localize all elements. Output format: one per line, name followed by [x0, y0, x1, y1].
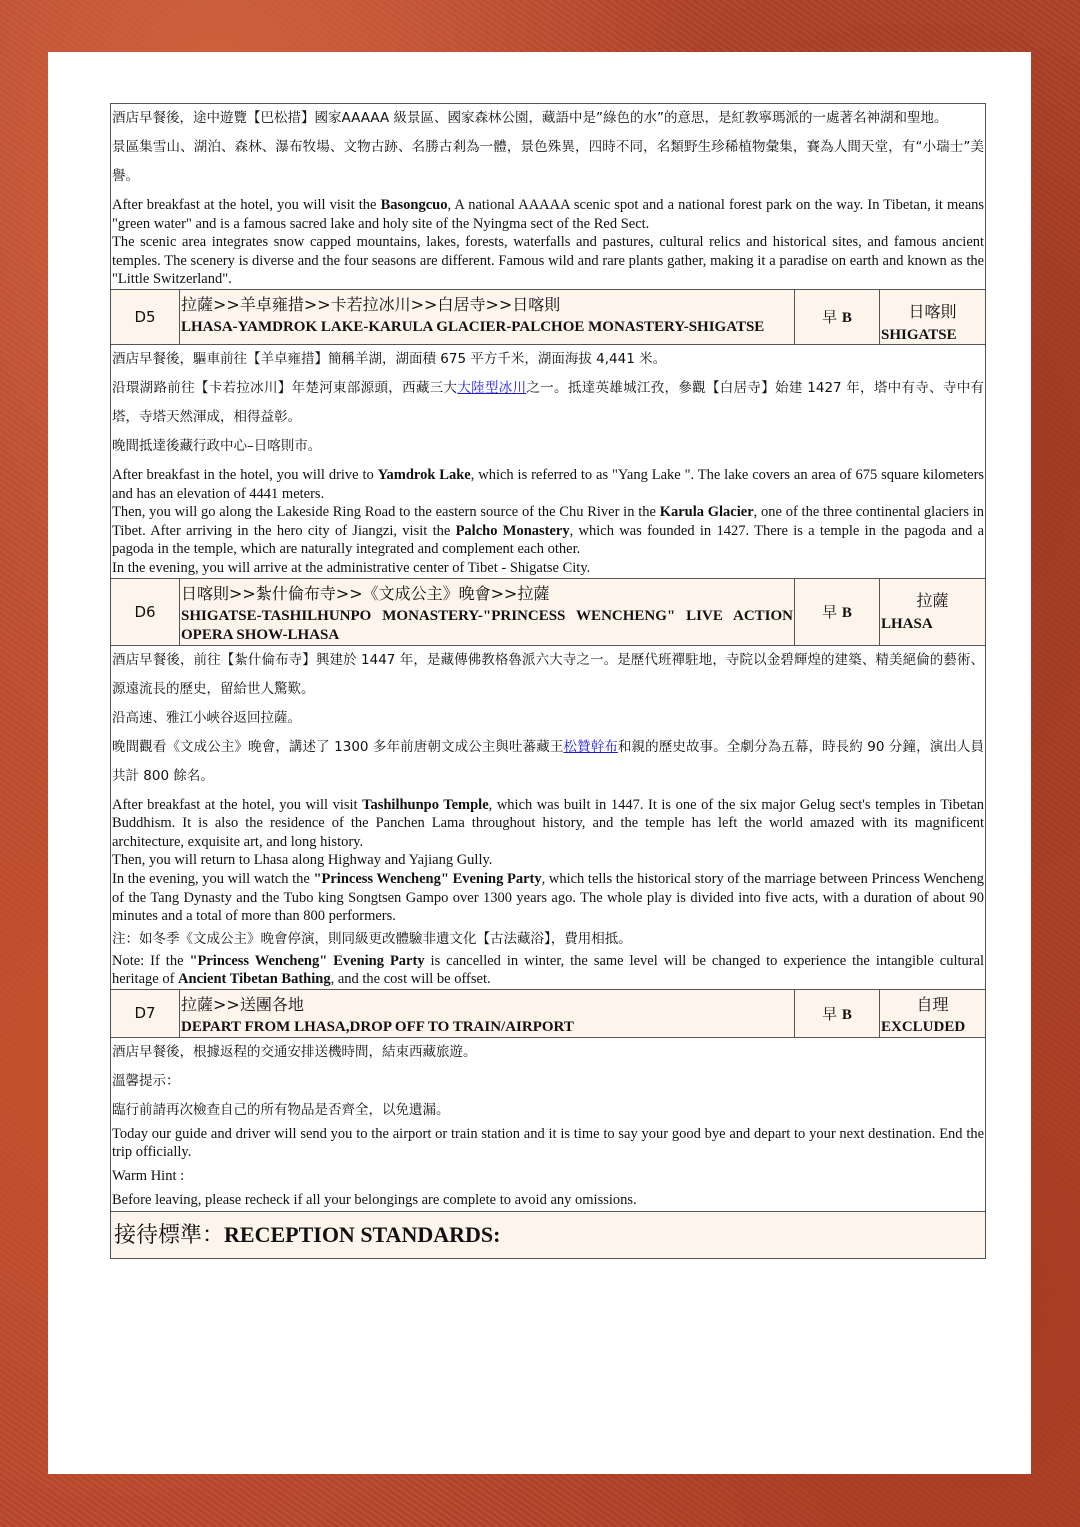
d5-cn-2: 沿環湖路前往【卡若拉冰川】年楚河東部源頭，西藏三大大陸型冰川之一。抵達英雄城江孜，參觀【白居寺】始建 1427 年，塔中有寺、寺中有塔，寺塔天然渾成，相得益彰。	[112, 379, 985, 425]
route-cell	[180, 578, 795, 645]
d7-cn-3: 臨行前請再次檢查自己的所有物品是否齊全，以免遺漏。	[112, 1101, 450, 1118]
route-cn: 拉薩>>羊卓雍措>>卡若拉冰川>>白居寺>>日喀則	[181, 294, 561, 314]
route-cell	[180, 289, 795, 344]
d7-cn-2: 溫馨提示：	[112, 1072, 180, 1089]
meal-cell: 早 B	[795, 578, 880, 645]
day-header-d5	[111, 289, 986, 344]
intro-cn-1: 酒店早餐後，途中遊覽【巴松措】國家AAAAA 級景區、國家森林公園，藏語中是”綠色的水”的意思，是紅教寧瑪派的一處著名神湖和聖地。	[112, 110, 948, 126]
intro-description	[111, 104, 986, 290]
intro-en-1: After breakfast at the hotel, you will visit the Basongcuo, A national AAAAA scenic spot and a national forest park on the way. In Tibetan, it means "green water" and is a famous sacred lake and holy site of the Nyingma sect of the Red Sect.	[112, 197, 985, 232]
day-description-row	[111, 1037, 986, 1211]
d7-en-2: Warm Hint :	[112, 1168, 185, 1185]
d6-note-en: Note: If the "Princess Wencheng" Evening Party is cancelled in winter, the same level will be changed to experience the intangible cultural heritage of Ancient Tibetan Bathing, and the cost will be offset.	[112, 952, 985, 988]
d6-en-3: In the evening, you will watch the "Princess Wencheng" Evening Party, which tells the historical story of the marriage between Princess Wencheng of the Tang Dynasty and the Tubo king Songtsen Gampo over 1300 years ago. The whole play is divided into five acts, with a duration of about 90 minutes and a total of more than 800 performers.	[112, 870, 985, 925]
hotel-en: EXCLUDED	[881, 1018, 966, 1035]
hotel-en: SHIGATSE	[881, 326, 957, 343]
hotel-cell	[880, 989, 986, 1037]
hotel-cn: 日喀則	[908, 301, 957, 321]
d5-cn-3: 晚間抵達後藏行政中心–日喀則市。	[112, 437, 322, 454]
d7-en-3: Before leaving, please recheck if all your belongings are complete to avoid any omissions.	[112, 1191, 637, 1208]
d7-cn-1: 酒店早餐後，根據返程的交通安排送機時間，結束西藏旅遊。	[112, 1043, 477, 1060]
day-description-row	[111, 104, 986, 290]
d5-cn-1: 酒店早餐後，驅車前往【羊卓雍措】簡稱羊湖，湖面積 675 平方千米，湖面海拔 4,441 米。	[112, 350, 667, 367]
route-en: DEPART FROM LHASA,DROP OFF TO TRAIN/AIRPORT	[181, 1018, 574, 1035]
d6-note-cn: 注：如冬季《文成公主》晚會停演，則同級更改體驗非遺文化【古法藏浴】，費用相抵。	[112, 930, 632, 947]
reception-row	[111, 1212, 986, 1259]
reception-title-en: RECEPTION STANDARDS:	[224, 1222, 501, 1248]
d7-en-1: Today our guide and driver will send you to the airport or train station and it is time to say your good bye and depart to your next destination. End the trip officially.	[112, 1125, 985, 1161]
day-label: D6	[111, 578, 180, 645]
route-cn: 日喀則>>紮什倫布寺>>《文成公主》晚會>>拉薩	[181, 583, 550, 603]
hotel-cell	[880, 289, 986, 344]
reception-heading	[111, 1212, 986, 1259]
intro-en-2: The scenic area integrates snow capped mountains, lakes, forests, waterfalls and pastures, cultural relics and historical sites, and famous ancient temples. The scenery is diverse and the four seasons are different. Famous wild and rare plants gather, making it a paradise on earth and known as the "Little Switzerland".	[112, 234, 985, 288]
reception-title-cn: 接待標準：	[114, 1223, 225, 1249]
d5-en-1: After breakfast in the hotel, you will drive to Yamdrok Lake, which is referred to as "Yang Lake ". The lake covers an area of 675 square kilometers and has an elevation of 4441 meters.	[112, 466, 985, 502]
d7-description	[111, 1037, 986, 1211]
d5-description	[111, 344, 986, 578]
d5-en-3: In the evening, you will arrive at the administrative center of Tibet - Shigatse City.	[112, 559, 591, 576]
d6-cn-3: 晚間觀看《文成公主》晚會，講述了 1300 多年前唐朝文成公主與吐蕃藏王松贊幹布和親的歷史故事。全劇分為五幕，時長約 90 分鐘，演出人員共計 800 餘名。	[112, 738, 985, 784]
route-cn: 拉薩>>送團各地	[181, 994, 304, 1014]
d6-cn-1: 酒店早餐後，前往【紮什倫布寺】興建於 1447 年，是藏傳佛教格魯派六大寺之一。是歷代班禪駐地，寺院以金碧輝煌的建築、精美絕倫的藝術、源遠流長的歷史，留給世人驚歎。	[112, 651, 985, 697]
route-cell	[180, 989, 795, 1037]
hotel-cell	[880, 578, 986, 645]
d6-description	[111, 645, 986, 989]
day-header-d6	[111, 578, 986, 645]
day-header-d7	[111, 989, 986, 1037]
songtsen-gampo-link[interactable]: 松贊幹布	[563, 738, 618, 755]
hotel-cn: 拉薩	[916, 590, 949, 610]
d6-en-2: Then, you will return to Lhasa along Highway and Yajiang Gully.	[112, 852, 493, 869]
day-description-row	[111, 344, 986, 578]
intro-cn-2: 景區集雪山、湖泊、森林、瀑布牧場、文物古跡、名勝古剎為一體，景色殊異，四時不同，名類野生珍稀植物彙集，賽為人間天堂，有“小瑞士”美譽。	[112, 139, 985, 184]
route-en: SHIGATSE-TASHILHUNPO MONASTERY-"PRINCESS WENCHENG" LIVE ACTION OPERA SHOW-LHASA	[181, 607, 793, 643]
hotel-cn: 自理	[916, 994, 949, 1014]
meal-cell: 早 B	[795, 989, 880, 1037]
day-label: D7	[111, 989, 180, 1037]
itinerary-table	[110, 103, 986, 1259]
day-label: D5	[111, 289, 180, 344]
meal-cell: 早 B	[795, 289, 880, 344]
day-description-row	[111, 645, 986, 989]
continental-glacier-link[interactable]: 大陸型冰川	[457, 379, 527, 396]
d5-en-2: Then, you will go along the Lakeside Ring Road to the eastern source of the Chu River in the Karula Glacier, one of the three continental glaciers in Tibet. After arriving in the hero city of Jiangzi, visit the Palcho Monastery, which was founded in 1427. There is a temple in the pagoda and a pagoda in the temple, which are naturally integrated and complement each other.	[112, 504, 985, 558]
d6-cn-2: 沿高速、雅江小峽谷返回拉薩。	[112, 709, 301, 726]
hotel-en: LHASA	[881, 615, 933, 632]
d6-en-1: After breakfast at the hotel, you will visit Tashilhunpo Temple, which was built in 1447. It is one of the six major Gelug sect's temples in Tibetan Buddhism. It is also the residence of the Panchen Lama throughout history, and the temple has left the world amazed with its magnificent architecture, exquisite art, and long history.	[112, 796, 985, 850]
route-en: LHASA-YAMDROK LAKE-KARULA GLACIER-PALCHOE MONASTERY-SHIGATSE	[181, 318, 765, 335]
